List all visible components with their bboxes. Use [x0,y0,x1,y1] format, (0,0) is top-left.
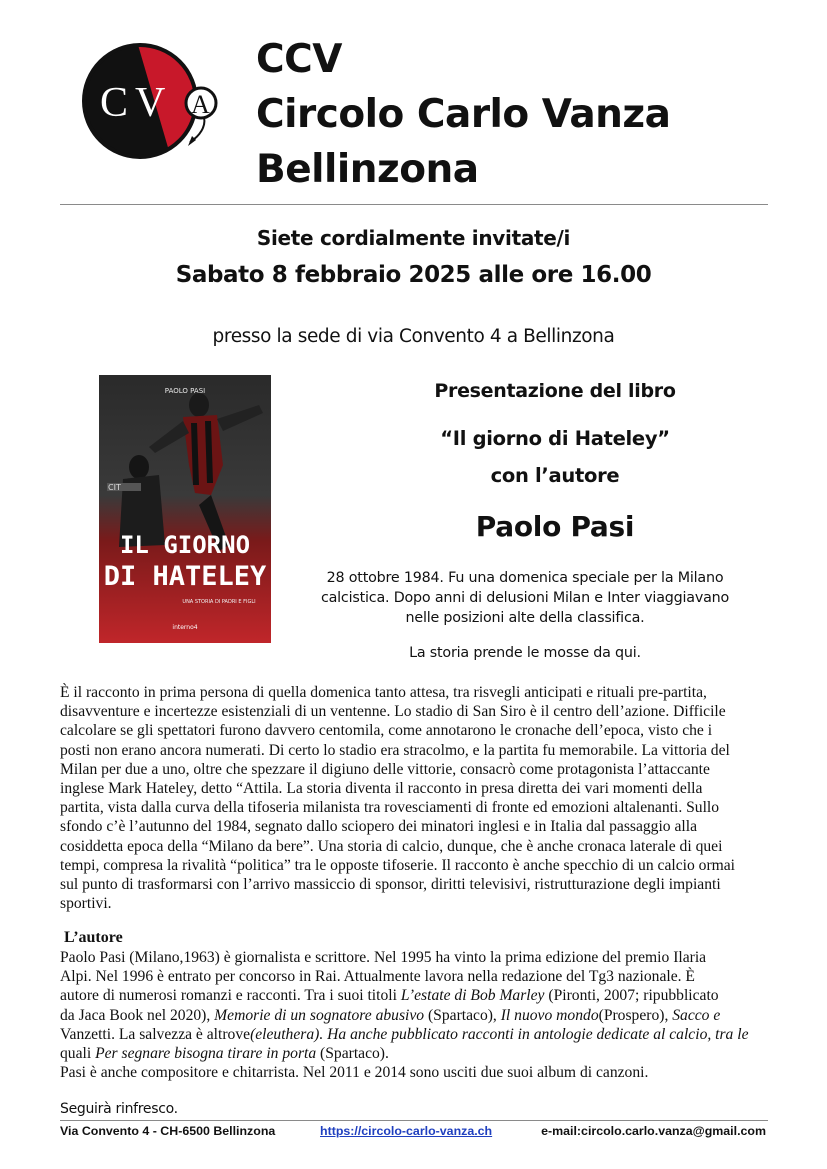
logo-letter-v: V [135,80,166,126]
bio-title-italic: (eleuthera). Ha anche pubblicato racconti in antologie dedicate al calcio, tra le [250,1025,749,1043]
bio-title-italic: L’estate di Bob Marley [400,987,545,1005]
bio-line [60,1044,784,1063]
org-city: Bellinzona [256,147,479,192]
description-line: disavventure e incertezze esistenziali di un ventenne. Lo stadio di San Siro è il centro dell’azione. Difficile [60,703,726,721]
author-bio [60,948,784,1082]
logo-letter-a: A [191,90,210,119]
bio-line [60,986,784,1005]
bio-text: (Prospero), [598,1006,673,1024]
logo-letter-c: C [100,80,129,126]
cover-author: PAOLO PASI [164,387,206,395]
presentation-label: Presentazione del libro [434,380,676,402]
bottom-divider [60,1120,768,1121]
description-line: posti non erano ancora numerati. Di certo lo stadio era stracolmo, e la partita fu memorabile. La vittoria del [60,741,730,759]
bio-title-italic: Il nuovo mondo [500,1006,599,1024]
book-description [60,683,784,913]
description-line: Milan per due a uno, oltre che spezzare il digiuno delle vittorie, consacrò come protagonista l’attaccante [60,760,710,778]
with-author-label: con l’autore [490,464,620,487]
bio-text: (Spartaco), [424,1006,501,1024]
book-blurb [300,568,750,628]
footer-email: e-mail:circolo.carlo.vanza@gmail.com [541,1124,766,1138]
organization-title [256,32,670,197]
bio-line [60,1025,784,1044]
refreshment-note: Seguirà rinfresco. [60,1101,178,1117]
bio-text: autore di numerosi romanzi e racconti. Tra i suoi titoli [60,987,401,1005]
org-acronym: CCV [256,37,342,82]
bio-line [60,1063,784,1082]
bio-text: Pasi è anche compositore e chitarrista. Nel 2011 e 2014 sono usciti due suoi album di canzoni. [60,1064,649,1082]
bio-text: Paolo Pasi (Milano,1963) è giornalista e scrittore. Nel 1995 ha vinto la prima edizione del premio Ilaria [60,949,707,966]
description-line: È il racconto in prima persona di quella domenica tanto attesa, tra risvegli anticipati e rituali pre-partita, [60,684,707,701]
top-divider [60,204,768,205]
website-link[interactable]: https://circolo-carlo-vanza.ch [320,1124,493,1138]
cva-logo [78,38,218,168]
bio-text: (Pironti, 2007; ripubblicato [544,987,719,1005]
bio-text: Vanzetti. La salvezza è altrove [60,1025,251,1043]
cover-publisher: interno4 [172,624,198,631]
blurb-line: calcistica. Dopo anni di delusioni Milan e Inter viaggiavano [320,590,730,606]
bio-text: quali [60,1045,96,1063]
description-line: sul punto di trasformarsi con l’arrivo massiccio di sponsor, diritti televisivi, ristrutturazione degli impianti [60,876,721,894]
org-name: Circolo Carlo Vanza [256,92,671,137]
event-date: Sabato 8 febbraio 2025 alle ore 16.00 [175,262,652,288]
cover-title-line1: IL GIORNO [119,531,251,559]
description-line: inglese Mark Hateley, detto “Attila. La storia diventa il racconto in presa diretta dei vari momenti della [60,780,703,798]
bio-title-italic: Per segnare bisogna tirare in porta [95,1045,317,1063]
cover-subtitle: UNA STORIA DI PADRI E FIGLI [182,599,256,605]
author-name: Paolo Pasi [475,510,635,543]
cover-sign-text: CIT [108,483,121,492]
bio-line [60,967,784,986]
bio-title-italic: Memorie di un sognatore abusivo [214,1006,425,1024]
description-line: tempi, compresa la rivalità “politica” tra le opposte tifoserie. Il racconto è anche specchio di un calcio ormai [60,856,736,874]
bio-line [60,1006,784,1025]
blurb-line: nelle posizioni alte della classifica. [405,610,645,626]
description-line: partita, vista dalla curva della tifoseria milanista tra rovesciamenti di fronte ed emozioni altalenanti. Sullo [60,799,720,817]
bio-line [60,948,784,967]
author-heading: L’autore [64,929,123,946]
footer-address: Via Convento 4 - CH-6500 Bellinzona [60,1124,276,1138]
bio-title-italic: Sacco e [672,1006,721,1024]
description-line: sportivi. [60,895,112,913]
book-title: “Il giorno di Hateley” [440,427,670,450]
blurb-tail: La storia prende le mosse da qui. [409,645,641,661]
description-line: sfondo c’è l’autunno del 1984, segnato dallo sciopero dei minatori inglesi e in Italia dal passaggio alla [60,818,698,836]
event-venue: presso la sede di via Convento 4 a Bellinzona [212,326,615,347]
blurb-line: 28 ottobre 1984. Fu una domenica speciale per la Milano [326,570,724,586]
bio-text: da Jaca Book nel 2020), [60,1006,215,1024]
bio-text: (Spartaco). [316,1045,389,1063]
bio-text: Alpi. Nel 1996 è entrato per concorso in Rai. Attualmente lavora nella redazione del Tg3 nazionale. È [60,968,695,986]
cover-title-line2: DI HATELEY [103,561,267,592]
description-line: cosiddetta epoca della “Milano da bere”. Una storia di calcio, dunque, che è anche cronaca laterale di quei [60,837,723,855]
book-cover-image [99,375,271,643]
description-line: calcolare se gli spettatori furono davvero centomila, come annotarono le cronache dell’epoca, visto che i [60,722,713,740]
footer [60,1124,768,1142]
invitation-line: Siete cordialmente invitate/i [256,226,571,250]
